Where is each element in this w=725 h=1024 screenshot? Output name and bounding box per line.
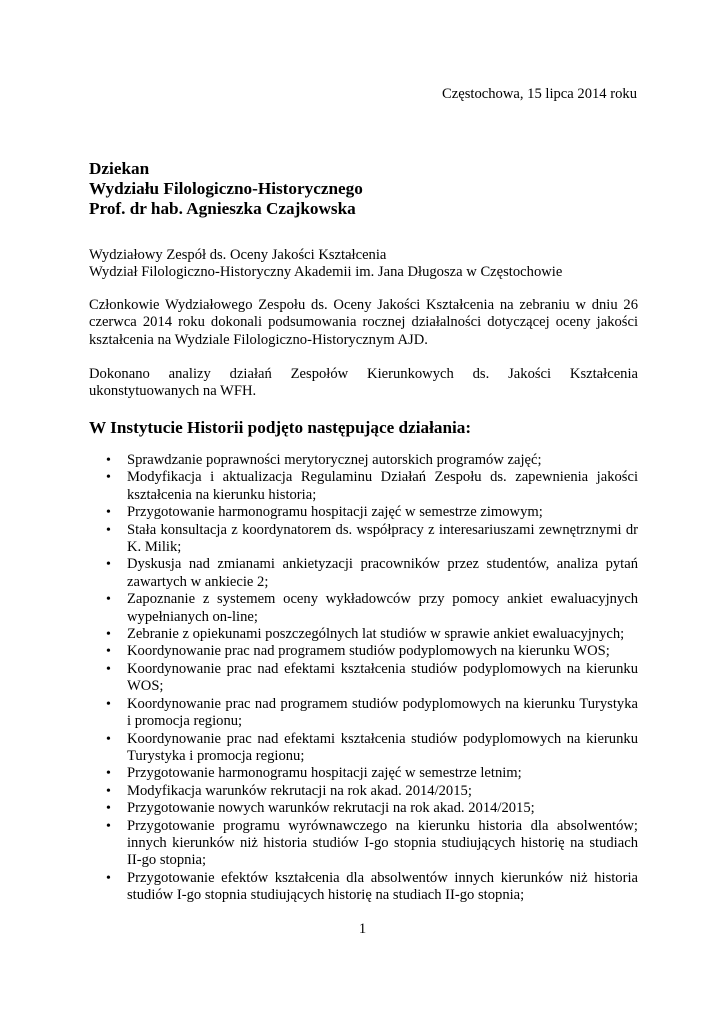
bullet-icon: • <box>106 661 111 677</box>
list-item-text: Przygotowanie harmonogramu hospitacji zajęć w semestrze zimowym; <box>127 504 543 521</box>
list-item <box>89 643 638 660</box>
bullet-icon: • <box>106 783 111 799</box>
bullet-icon: • <box>106 696 111 712</box>
bullet-icon: • <box>106 731 111 747</box>
date-line: Częstochowa, 15 lipca 2014 roku <box>442 86 637 102</box>
paragraph-analysis: Dokonano analizy działań Zespołów Kierunkowych ds. Jakości Kształcenia ukonstytuowanych na WFH. <box>89 366 638 400</box>
paragraph-summary: Członkowie Wydziałowego Zespołu ds. Oceny Jakości Kształcenia na zebraniu w dniu 26 czerwca 2014 roku dokonali podsumowania rocznej działalności dotyczącej oceny jakości kształcenia na Wydziale Filologiczno-Historycznym AJD. <box>89 297 638 348</box>
bullet-icon: • <box>106 592 111 608</box>
bullet-icon: • <box>106 627 111 643</box>
addressee-faculty: Wydziału Filologiczno-Historycznego <box>89 179 363 198</box>
list-item-text: Koordynowanie prac nad programem studiów podyplomowych na kierunku Turystyka i promocja regionu; <box>127 695 638 730</box>
list-item <box>89 870 638 905</box>
list-item <box>89 661 638 696</box>
list-item <box>89 626 638 643</box>
bullet-icon: • <box>106 453 111 468</box>
list-item <box>89 818 638 870</box>
addressee-title: Dziekan <box>89 159 150 178</box>
list-item-text: Modyfikacja i aktualizacja Regulaminu Działań Zespołu ds. zapewnienia jakości kształcenia na kierunku historia; <box>127 469 638 503</box>
list-item-text: Przygotowanie nowych warunków rekrutacji na rok akad. 2014/2015; <box>127 800 535 817</box>
bullet-icon: • <box>106 522 111 538</box>
addressee-block <box>89 159 363 219</box>
bullet-icon: • <box>106 644 111 660</box>
list-item-text: Przygotowanie efektów kształcenia dla absolwentów innych kierunków niż historia studiów I-go stopnia studiujących historię na studiach II-go stopnia; <box>127 869 638 904</box>
list-item <box>89 731 638 766</box>
list-item <box>89 504 638 521</box>
list-item-text: Koordynowanie prac nad efektami kształcenia studiów podyplomowych na kierunku Turystyka i promocja regionu; <box>127 730 638 764</box>
list-item <box>89 765 638 782</box>
section-heading: W Instytucie Historii podjęto następujące działania: <box>89 418 472 437</box>
list-item <box>89 452 638 469</box>
list-item-text: Dyskusja nad zmianami ankietyzacji pracowników przez studentów, analiza pytań zawartych w ankiecie 2; <box>127 556 638 590</box>
bullet-icon: • <box>106 766 111 782</box>
list-item-text: Stała konsultacja z koordynatorem ds. współpracy z interesariuszami zewnętrznymi dr K. Milik; <box>127 521 638 556</box>
list-item <box>89 469 638 504</box>
page-number: 1 <box>358 921 367 937</box>
list-item <box>89 800 638 817</box>
list-item-text: Sprawdzanie poprawności merytorycznej autorskich programów zajęć; <box>127 452 542 468</box>
list-item-text: Modyfikacja warunków rekrutacji na rok akad. 2014/2015; <box>127 782 472 799</box>
bullet-icon: • <box>106 557 111 573</box>
list-item <box>89 556 638 591</box>
bullet-icon: • <box>106 818 111 834</box>
list-item-text: Zebranie z opiekunami poszczególnych lat studiów w sprawie ankiet ewaluacyjnych; <box>127 626 625 643</box>
list-item <box>89 591 638 626</box>
list-item-text: Koordynowanie prac nad programem studiów podyplomowych na kierunku WOS; <box>127 643 610 660</box>
bullet-icon: • <box>106 470 111 486</box>
list-item <box>89 522 638 557</box>
sender-team: Wydziałowy Zespół ds. Oceny Jakości Kształcenia <box>89 247 387 263</box>
addressee-name: Prof. dr hab. Agnieszka Czajkowska <box>89 199 356 218</box>
list-item <box>89 783 638 800</box>
list-item <box>89 696 638 731</box>
sender-block <box>89 247 562 282</box>
actions-list <box>89 452 638 905</box>
list-item-text: Przygotowanie harmonogramu hospitacji zajęć w semestrze letnim; <box>127 765 522 782</box>
bullet-icon: • <box>106 870 111 886</box>
sender-faculty: Wydział Filologiczno-Historyczny Akademii im. Jana Długosza w Częstochowie <box>89 264 563 281</box>
bullet-icon: • <box>106 801 111 817</box>
bullet-icon: • <box>106 505 111 521</box>
list-item-text: Przygotowanie programu wyrównawczego na kierunku historia dla absolwentów; innych kierunków niż historia studiów I-go stopnia studiujących historię na studiach II-go stopnia; <box>127 817 638 869</box>
list-item-text: Zapoznanie z systemem oceny wykładowców przy pomocy ankiet ewaluacyjnych wypełnianych on-line; <box>127 591 638 625</box>
list-item-text: Koordynowanie prac nad efektami kształcenia studiów podyplomowych na kierunku WOS; <box>127 660 638 695</box>
